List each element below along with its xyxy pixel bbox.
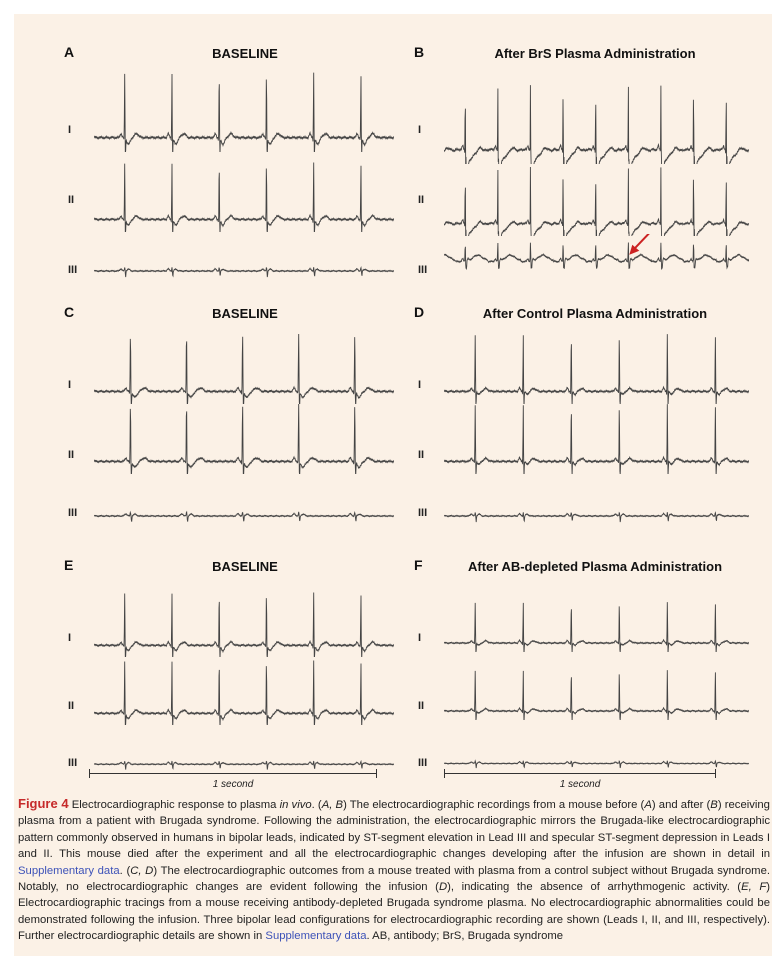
ecg-trace-f-lead-2 <box>444 670 749 720</box>
ecg-waveform <box>94 334 394 404</box>
caption-text: ) The electrocardiographic outcomes from a mouse treated with plasma from a control subject without Brugada syndrome. Notably, no electrocardiographic changes are evident following the infusion ( <box>18 864 770 894</box>
ecg-waveform <box>444 404 749 474</box>
panel-letter: B <box>414 44 425 60</box>
panel-letter: D <box>414 304 425 320</box>
ecg-waveform <box>444 334 749 404</box>
ecg-waveform <box>444 243 749 270</box>
ecg-trace-a-lead-3 <box>94 249 394 289</box>
lead-label: I <box>418 632 422 644</box>
lead-label: II <box>418 700 425 712</box>
lead-label: III <box>418 757 428 769</box>
lead-label: II <box>68 194 75 206</box>
scale-bar-label: 1 second <box>559 779 601 790</box>
lead-label: III <box>418 507 428 519</box>
panel-d <box>404 304 756 554</box>
time-scale-bar-left <box>89 769 377 793</box>
ecg-trace-f-lead-1 <box>444 602 749 652</box>
time-scale-bar-right <box>444 769 716 793</box>
panel-letter: A <box>64 44 75 60</box>
scale-bar-label: 1 second <box>212 779 254 790</box>
supplementary-data-link[interactable]: Supplementary data <box>265 930 367 943</box>
panel-title: BASELINE <box>212 306 278 321</box>
ecg-waveform <box>94 512 394 522</box>
caption-text: . ( <box>119 864 131 877</box>
ecg-trace-c-lead-2 <box>94 404 394 474</box>
panel-letter: E <box>64 557 74 573</box>
scale-bar-tick <box>444 769 445 778</box>
ecg-waveform <box>94 163 394 233</box>
caption-text: . ( <box>311 799 322 811</box>
lead-label: II <box>418 449 425 461</box>
ecg-waveform <box>94 267 394 277</box>
panel-a <box>54 44 406 294</box>
caption-text: ) and after ( <box>651 799 711 811</box>
scale-bar-tick <box>89 769 90 778</box>
ecg-trace-e-lead-1 <box>94 592 394 657</box>
caption-italic: E, F <box>741 881 767 894</box>
ecg-waveform <box>94 661 394 726</box>
panel-title: BASELINE <box>212 559 278 574</box>
lead-label: I <box>418 124 422 136</box>
lead-label: III <box>68 264 78 276</box>
ecg-trace-e-lead-2 <box>94 660 394 725</box>
st-elevation-arrow <box>629 234 655 255</box>
ecg-waveform <box>94 593 394 658</box>
ecg-trace-c-lead-3 <box>94 494 394 534</box>
lead-label: III <box>418 264 428 276</box>
panel-title: After AB-depleted Plasma Administration <box>467 559 723 574</box>
lead-label: I <box>68 124 72 136</box>
lead-label: II <box>68 700 75 712</box>
panel-c <box>54 304 406 554</box>
ecg-waveform <box>444 761 749 768</box>
caption-italic: D <box>438 881 448 894</box>
panel-b <box>404 44 756 294</box>
caption-text: ) Electrocardiographic tracings from a mouse receiving antibody-depleted Brugada syndrome plasma. No electrocardiographic abnormalities could be demonstrated following the infusion. Three bipolar lead configurations for electrocardiographic recording are shown (Leads I, II, and III, respectively). Further electrocardiographic details are shown in <box>18 881 770 943</box>
caption-text: Electrocardiographic response to plasma <box>68 799 280 811</box>
ecg-trace-c-lead-1 <box>94 334 394 404</box>
ecg-trace-d-lead-2 <box>444 404 749 474</box>
lead-label: I <box>68 632 72 644</box>
caption-italic: C, D <box>130 864 154 877</box>
ecg-waveform <box>444 85 749 164</box>
lead-label: II <box>418 194 425 206</box>
ecg-waveform <box>94 73 394 152</box>
caption-text: ), indicating the absence of arrhythmogenic activity. ( <box>447 881 742 894</box>
ecg-trace-a-lead-1 <box>94 72 394 152</box>
ecg-trace-b-lead-2 <box>444 166 749 236</box>
ecg-waveform <box>444 512 749 522</box>
ecg-trace-b-lead-3 <box>444 234 749 284</box>
ecg-waveform <box>444 602 749 652</box>
ecg-waveform <box>444 670 749 720</box>
panel-title: After Control Plasma Administration <box>482 306 708 321</box>
ecg-waveform <box>94 404 394 474</box>
ecg-waveform <box>444 167 749 236</box>
panel-title: BASELINE <box>212 46 278 61</box>
scale-bar-line <box>444 773 716 774</box>
ecg-trace-a-lead-2 <box>94 162 394 232</box>
scale-bar-tick <box>715 769 716 778</box>
lead-label: I <box>68 379 72 391</box>
ecg-trace-d-lead-3 <box>444 494 749 534</box>
caption-italic: in vivo <box>279 799 312 811</box>
caption-text: ) The electrocardiographic recordings from a mouse before ( <box>343 799 645 811</box>
lead-label: III <box>68 757 78 769</box>
figure-box <box>14 14 772 956</box>
lead-label: II <box>68 449 75 461</box>
lead-label: III <box>68 507 78 519</box>
scale-bar-line <box>89 773 377 774</box>
figure-number: Figure 4 <box>18 796 69 811</box>
caption-text: . AB, antibody; BrS, Brugada syndrome <box>366 930 564 943</box>
ecg-trace-b-lead-1 <box>444 84 749 164</box>
figure-caption <box>18 796 770 945</box>
panel-letter: C <box>64 304 75 320</box>
panel-title: After BrS Plasma Administration <box>494 46 696 61</box>
ecg-trace-d-lead-1 <box>444 334 749 404</box>
supplementary-data-link[interactable]: Supplementary data <box>18 864 120 877</box>
caption-italic: A, B <box>321 799 344 811</box>
panel-letter: F <box>414 557 423 573</box>
lead-label: I <box>418 379 422 391</box>
caption-italic: B <box>710 799 718 811</box>
caption-text: ) receiving plasma from a patient with Brugada syndrome. Following the administration, the electrocardiographic mirrors the Brugada-like electrocardiographic pattern commonly observed in humans in bipolar leads, indicated by ST-segment elevation in Lead III and specular ST-segment depression in Leads I and II. This mouse died after the experiment and all the electrocardiographic changes developing after the infusion are shown in detail in <box>18 799 770 861</box>
scale-bar-tick <box>376 769 377 778</box>
caption-italic: A <box>644 799 652 811</box>
